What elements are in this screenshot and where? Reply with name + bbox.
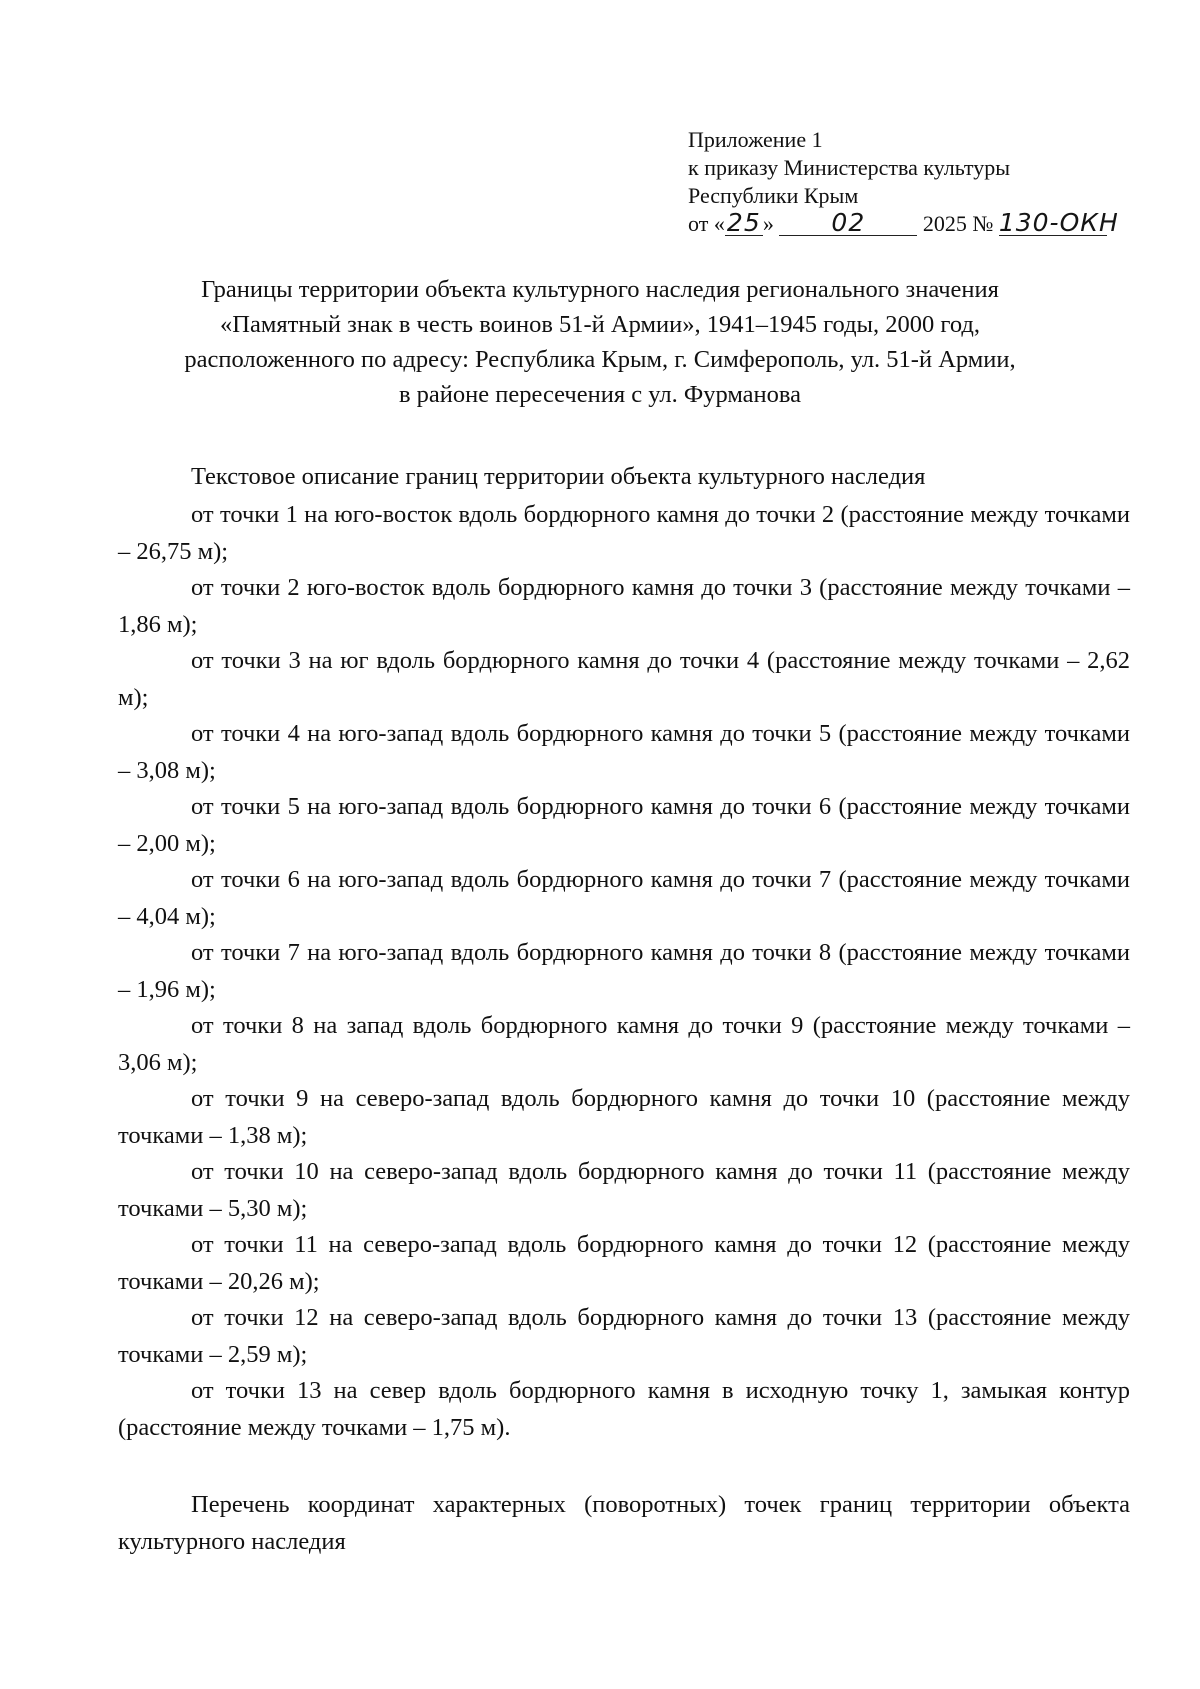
order-number-field	[998, 208, 1119, 237]
annex-date-line	[688, 210, 1158, 240]
boundary-paragraph-3: от точки 3 на юг вдоль бордюрного камня до точки 4 (расстояние между точками – 2,62 м);	[118, 647, 1130, 711]
title-line-2: «Памятный знак в честь воинов 51-й Армии», 1941–1945 годы, 2000 год,	[220, 311, 980, 338]
boundary-paragraph-11: от точки 11 на северо-запад вдоль бордюрного камня до точки 12 (расстояние между точками – 20,26 м);	[118, 1231, 1130, 1295]
date-day-handwritten: 25	[726, 208, 761, 237]
title-line-4: в районе пересечения с ул. Фурманова	[398, 381, 802, 408]
date-day-field	[725, 208, 763, 237]
boundary-paragraph-6: от точки 6 на юго-запад вдоль бордюрного камня до точки 7 (расстояние между точками – 4,04 м);	[118, 866, 1130, 930]
boundary-paragraph-8: от точки 8 на запад вдоль бордюрного камня до точки 9 (расстояние между точками – 3,06 м);	[118, 1012, 1130, 1076]
boundary-paragraph-10: от точки 10 на северо-запад вдоль бордюрного камня до точки 11 (расстояние между точками – 5,30 м);	[118, 1158, 1130, 1222]
date-year: 2025 №	[922, 211, 994, 236]
title-line-1: Границы территории объекта культурного наследия регионального значения	[201, 276, 999, 303]
annex-header	[688, 126, 1158, 240]
boundary-paragraph-13: от точки 13 на север вдоль бордюрного камня в исходную точку 1, замыкая контур (расстояние между точками – 1,75 м).	[118, 1377, 1130, 1441]
boundary-description	[118, 497, 1130, 1446]
date-month-handwritten: 02	[831, 208, 866, 237]
boundary-paragraph-7: от точки 7 на юго-запад вдоль бордюрного камня до точки 8 (расстояние между точками – 1,96 м);	[118, 939, 1130, 1003]
description-heading: Текстовое описание границ территории объекта культурного наследия	[191, 463, 926, 490]
boundary-paragraph-1: от точки 1 на юго-восток вдоль бордюрного камня до точки 2 (расстояние между точками – 26,75 м);	[118, 501, 1130, 565]
order-number-handwritten: 130-ОКН	[998, 208, 1119, 237]
boundary-paragraph-12: от точки 12 на северо-запад вдоль бордюрного камня до точки 13 (расстояние между точками – 2,59 м);	[118, 1304, 1130, 1368]
document-title	[118, 272, 1082, 412]
date-prefix: от «	[688, 211, 725, 236]
date-month-field	[779, 208, 917, 237]
annex-order-ref: к приказу Министерства культуры	[688, 155, 1011, 180]
boundary-paragraph-9: от точки 9 на северо-запад вдоль бордюрного камня до точки 10 (расстояние между точками – 1,38 м);	[118, 1085, 1130, 1149]
boundary-paragraph-2: от точки 2 юго-восток вдоль бордюрного камня до точки 3 (расстояние между точками – 1,86 м);	[118, 574, 1130, 638]
coordinates-list-heading: Перечень координат характерных (поворотных) точек границ территории объекта культурного наследия	[118, 1491, 1130, 1555]
boundary-paragraph-4: от точки 4 на юго-запад вдоль бордюрного камня до точки 5 (расстояние между точками – 3,08 м);	[118, 720, 1130, 784]
annex-ministry: Республики Крым	[688, 183, 859, 208]
boundary-paragraph-5: от точки 5 на юго-запад вдоль бордюрного камня до точки 6 (расстояние между точками – 2,00 м);	[118, 793, 1130, 857]
annex-title: Приложение 1	[688, 127, 823, 152]
title-line-3: расположенного по адресу: Республика Крым, г. Симферополь, ул. 51-й Армии,	[184, 346, 1016, 373]
date-day-close: »	[762, 211, 774, 236]
